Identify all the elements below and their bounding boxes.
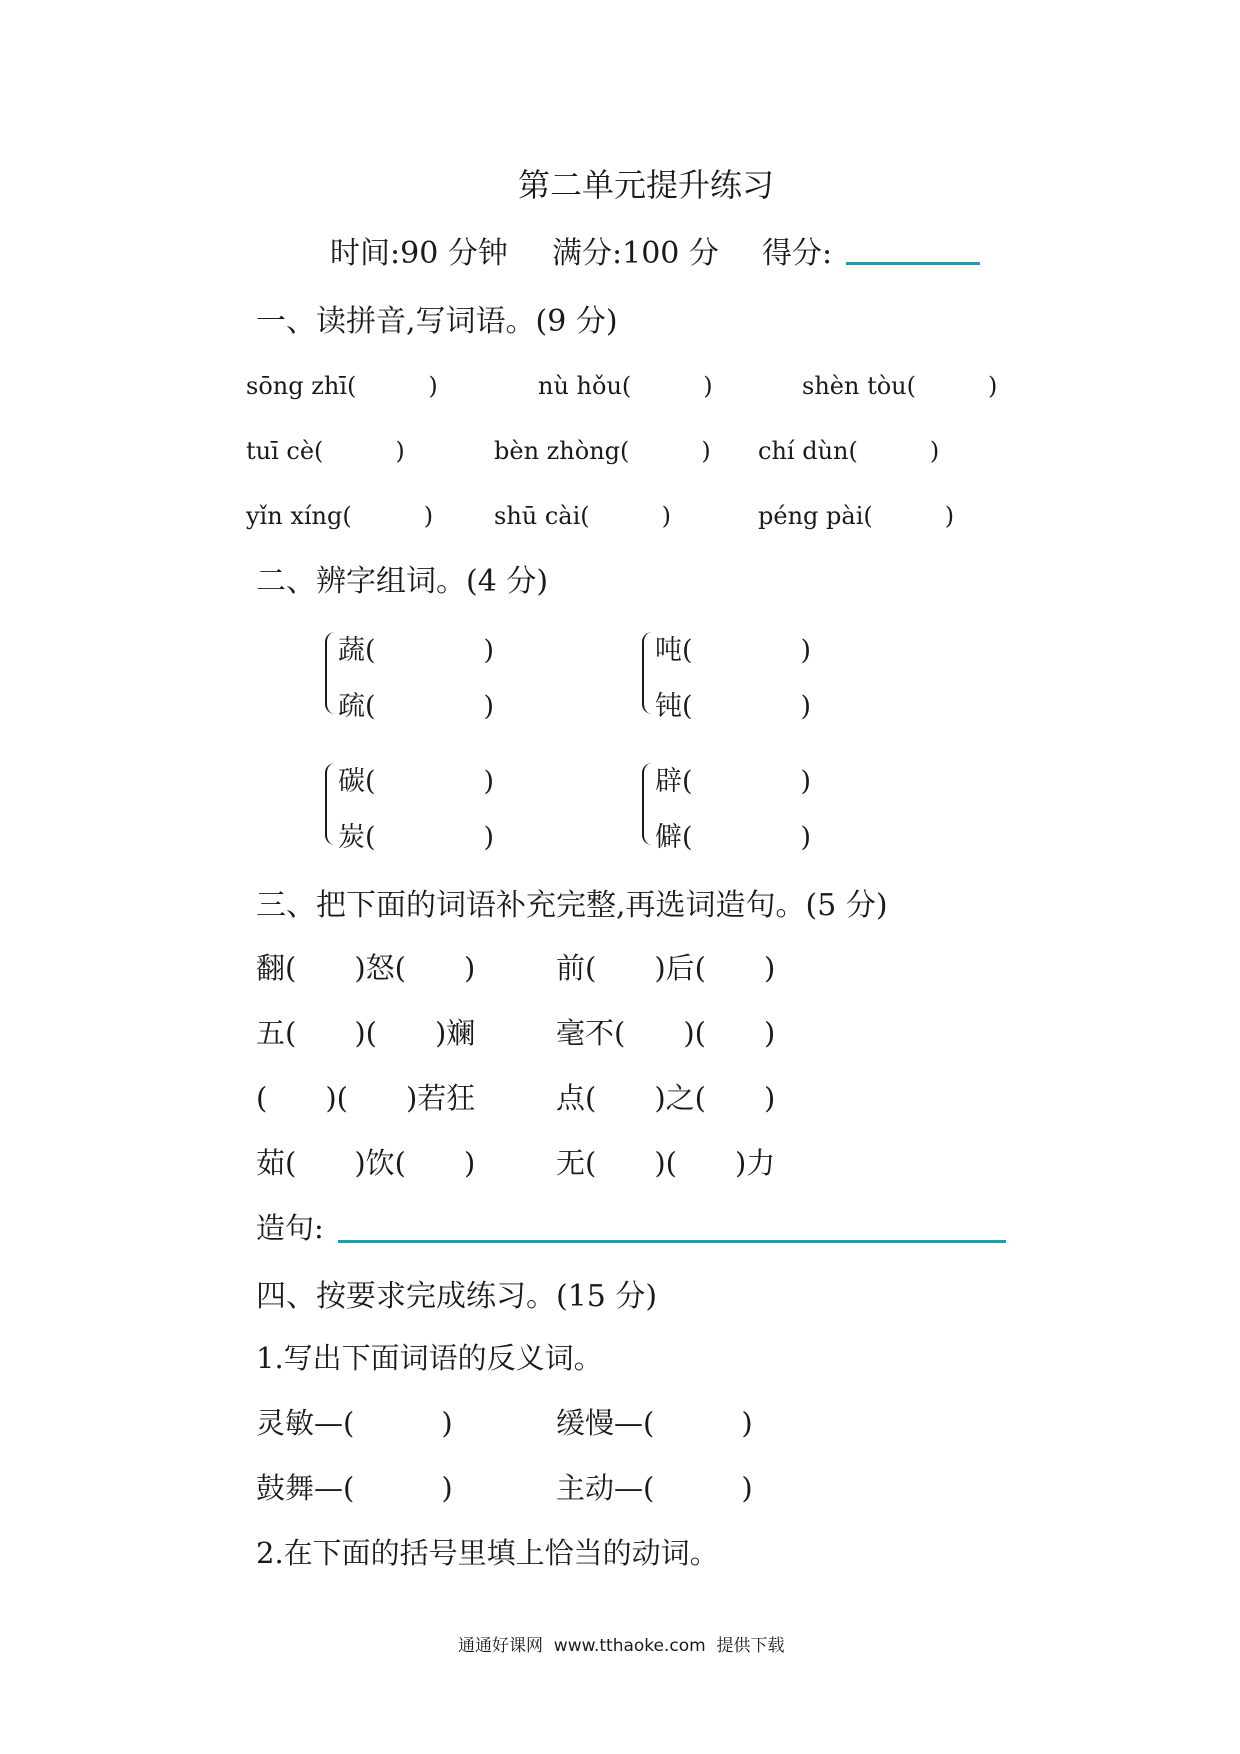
char-item: 僻( ) — [655, 822, 812, 853]
char-item: 炭( ) — [338, 822, 495, 853]
footer-credit: 通通好课网 www.tthaoke.com 提供下载 — [458, 1636, 785, 1656]
question-2: 2.在下面的括号里填上恰当的动词。 — [256, 1536, 719, 1570]
idiom-item: 五( )( )斓 — [256, 1016, 476, 1050]
pinyin-item: sōng zhī( ) — [246, 372, 438, 400]
brace-group-3 — [325, 763, 337, 845]
char-item: 疏( ) — [338, 691, 495, 722]
idiom-item: 点( )之( ) — [556, 1081, 776, 1115]
char-item: 蔬( ) — [338, 635, 495, 666]
idiom-item: 毫不( )( ) — [556, 1016, 776, 1050]
pinyin-item: péng pài( ) — [758, 502, 955, 530]
antonym-item: 缓慢—( ) — [556, 1406, 753, 1440]
section1-heading: 一、读拼音,写词语。(9 分) — [256, 304, 618, 339]
idiom-item: 翻( )怒( ) — [256, 951, 476, 985]
idiom-item: ( )( )若狂 — [256, 1081, 476, 1115]
idiom-item: 前( )后( ) — [556, 951, 776, 985]
section2-heading: 二、辨字组词。(4 分) — [256, 564, 549, 599]
pinyin-item: shū cài( ) — [494, 502, 672, 530]
page-title: 第二单元提升练习 — [518, 166, 775, 204]
pinyin-item: nù hǒu( ) — [538, 372, 713, 400]
antonym-item: 鼓舞—( ) — [256, 1471, 453, 1505]
full-score-info: 满分:100 分 — [552, 236, 719, 271]
pinyin-item: shèn tòu( ) — [802, 372, 998, 400]
idiom-item: 无( )( )力 — [556, 1146, 776, 1180]
char-item: 钝( ) — [655, 691, 812, 722]
section3-heading: 三、把下面的词语补充完整,再选词造句。(5 分) — [256, 888, 888, 923]
brace-group-4 — [642, 763, 654, 845]
question-1: 1.写出下面词语的反义词。 — [256, 1341, 603, 1375]
antonym-item: 灵敏—( ) — [256, 1406, 453, 1440]
sentence-blank-line[interactable] — [338, 1240, 1006, 1243]
char-item: 辟( ) — [655, 766, 812, 797]
sentence-label: 造句: — [256, 1211, 324, 1245]
pinyin-item: tuī cè( ) — [246, 437, 405, 465]
brace-group-2 — [642, 632, 654, 714]
pinyin-item: yǐn xíng( ) — [246, 502, 434, 530]
char-item: 碳( ) — [338, 766, 495, 797]
pinyin-item: bèn zhòng( ) — [494, 437, 711, 465]
idiom-item: 茹( )饮( ) — [256, 1146, 476, 1180]
brace-group-1 — [325, 632, 337, 714]
score-label: 得分: — [762, 236, 833, 271]
antonym-item: 主动—( ) — [556, 1471, 753, 1505]
pinyin-item: chí dùn( ) — [758, 437, 940, 465]
score-blank-line[interactable] — [846, 262, 980, 265]
char-item: 吨( ) — [655, 635, 812, 666]
section4-heading: 四、按要求完成练习。(15 分) — [256, 1279, 658, 1314]
time-info: 时间:90 分钟 — [330, 236, 508, 271]
